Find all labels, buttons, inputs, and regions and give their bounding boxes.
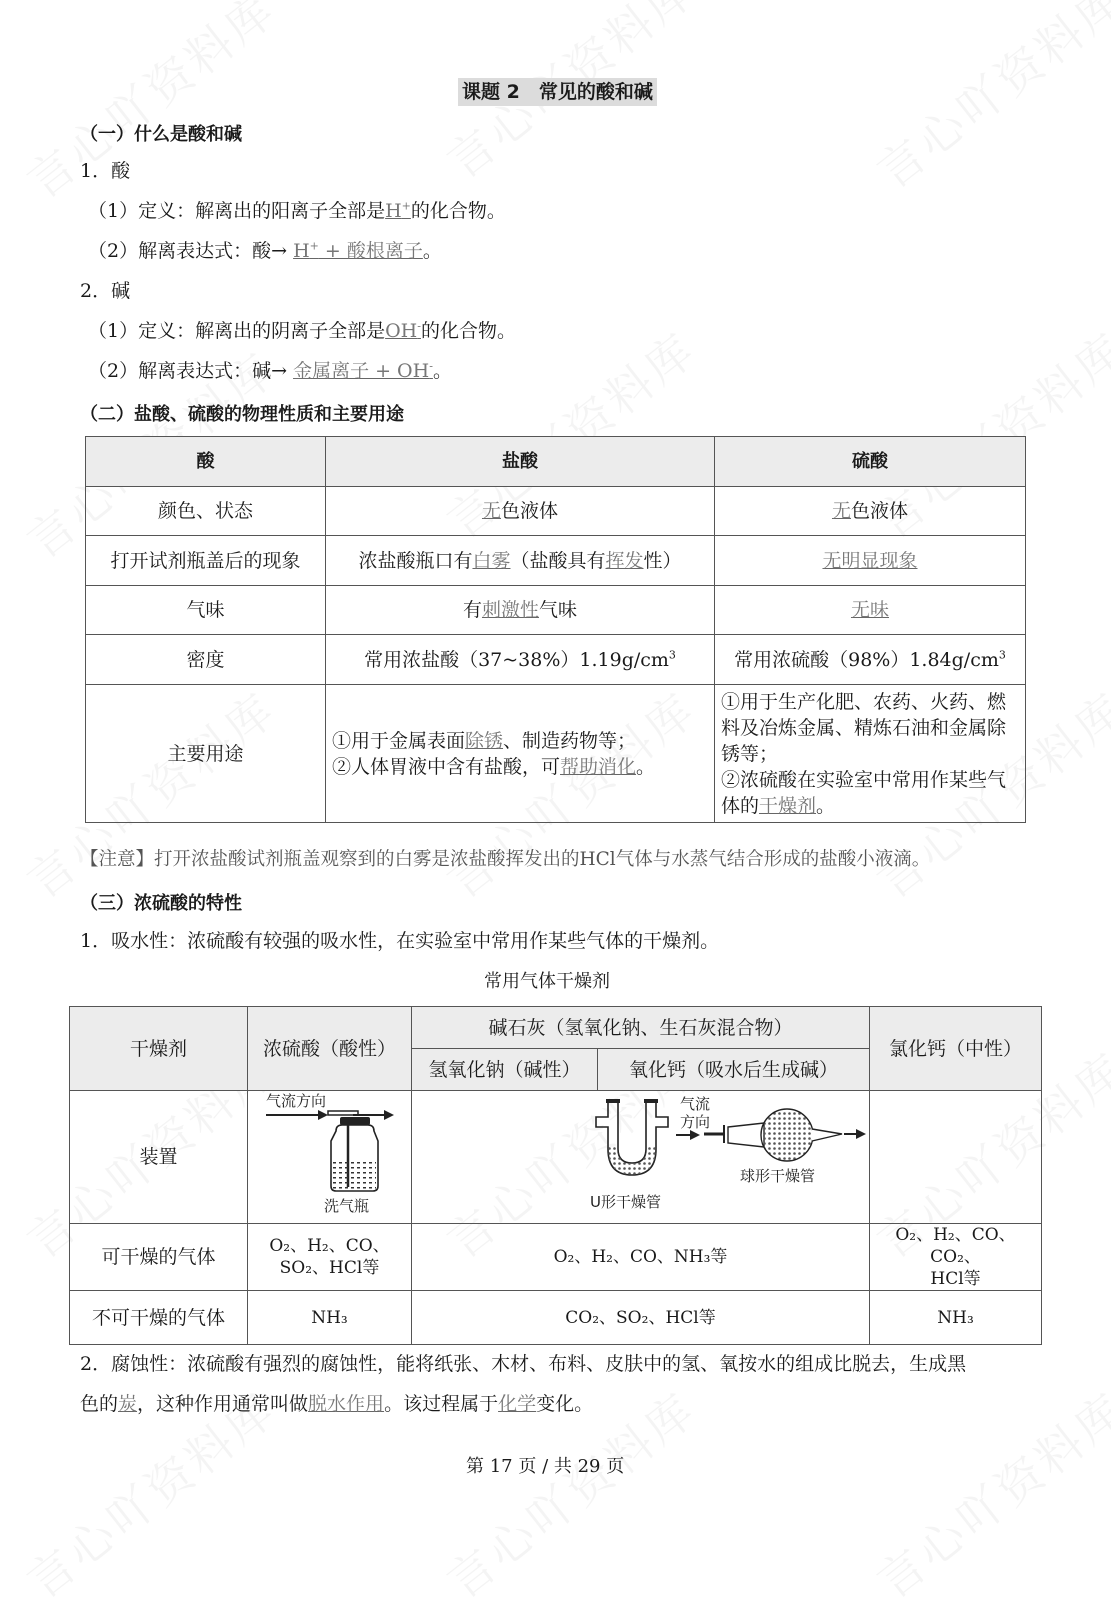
answer: H+ (385, 199, 411, 222)
table-header-row (86, 437, 1026, 487)
header-cell: 酸 (86, 437, 326, 487)
acid-properties-table (85, 436, 1026, 823)
header-cell: 浓硫酸（酸性） (248, 1007, 412, 1091)
cell: CO₂、SO₂、HCl等 (412, 1291, 870, 1345)
answer: OH- (385, 319, 421, 342)
cell: 无味 (715, 586, 1026, 635)
note: 【注意】打开浓盐酸试剂瓶盖观察到的白雾是浓盐酸挥发出的HCl气体与水蒸气结合形成的盐酸小液滴。 (80, 849, 931, 870)
row-label: 密度 (86, 635, 326, 685)
svg-text:洗气瓶: 洗气瓶 (324, 1197, 370, 1215)
header-cell: 氧化钙（吸水后生成碱） (598, 1049, 870, 1091)
cell: ①用于生产化肥、农药、火药、燃料及冶炼金属、精炼石油和金属除锈等； ②浓硫酸在实验室中常用作某些气体的干燥剂。 (715, 685, 1026, 823)
row-label: 气味 (86, 586, 326, 635)
cell: 常用浓盐酸$(37\sim 38\%)1.19g/cm^3$ (326, 635, 715, 685)
table-row (86, 685, 1026, 823)
base-label: 2．碱 (80, 280, 131, 302)
row-label: 装置 (70, 1091, 248, 1224)
header-cell: 硫酸 (715, 437, 1026, 487)
cell: 常用浓硫酸$(98\%)1.84g/cm^3$ (715, 635, 1026, 685)
table-caption: 常用气体干燥剂 (484, 971, 610, 992)
answer: H+ + 酸根离子 (293, 239, 423, 262)
acid-label: 1．酸 (80, 160, 131, 182)
section-heading-1: （一）什么是酸和碱 (80, 124, 242, 145)
svg-text:方向: 方向 (680, 1113, 711, 1131)
cell (870, 1091, 1042, 1224)
section-heading-2: （二）盐酸、硫酸的物理性质和主要用途 (80, 404, 404, 425)
cell: 无色液体 (326, 487, 715, 536)
page-title: 课题 2 常见的酸和碱 (458, 78, 657, 106)
table-row (70, 1224, 1042, 1291)
header-cell: 干燥剂 (70, 1007, 248, 1091)
text: （2）解离表达式：酸→ (88, 240, 294, 262)
watermark (11, 0, 288, 211)
property-water-absorption: 1．吸水性：浓硫酸有较强的吸水性，在实验室中常用作某些气体的干燥剂。 (80, 930, 720, 952)
acid-definition (88, 198, 506, 224)
table-row (70, 1291, 1042, 1345)
base-expression (88, 358, 452, 384)
header-cell: 碱石灰（氢氧化钠、生石灰混合物） (412, 1007, 870, 1049)
cell: ①用于金属表面除锈、制造药物等； ②人体胃液中含有盐酸，可帮助消化。 (326, 685, 715, 823)
watermark (861, 1375, 1111, 1611)
section-heading-3: （三）浓硫酸的特性 (80, 893, 242, 914)
wash-bottle-diagram (248, 1091, 412, 1216)
cell: NH₃ (248, 1291, 412, 1345)
header-cell: 氯化钙（中性） (870, 1007, 1042, 1091)
svg-text:球形干燥管: 球形干燥管 (740, 1167, 816, 1185)
watermark (861, 0, 1111, 201)
table-row (86, 536, 1026, 586)
svg-text:气流: 气流 (680, 1095, 711, 1113)
cell: O₂、H₂、CO、CO₂、 HCl等 (870, 1224, 1042, 1291)
table-row (86, 586, 1026, 635)
text: 。 (432, 360, 452, 382)
cell: 无色液体 (715, 487, 1026, 536)
answer: 金属离子 + OH- (293, 359, 433, 382)
text: 的化合物。 (410, 200, 506, 222)
svg-text:气流方向: 气流方向 (266, 1092, 327, 1110)
row-label: 可干燥的气体 (70, 1224, 248, 1291)
property-corrosiveness-line2: 色的炭，这种作用通常叫做脱水作用。该过程属于化学变化。 (80, 1393, 594, 1415)
table-row (70, 1091, 1042, 1224)
table-row (86, 487, 1026, 536)
text: 。 (422, 240, 442, 262)
header-cell: 氢氧化钠（碱性） (412, 1049, 598, 1091)
row-label: 打开试剂瓶盖后的现象 (86, 536, 326, 586)
drying-tube-cell (412, 1091, 870, 1224)
desiccant-table (69, 1006, 1042, 1345)
cell: O₂、H₂、CO、 SO₂、HCl等 (248, 1224, 412, 1291)
table-header-row (70, 1007, 1042, 1049)
table-row (86, 635, 1026, 685)
drying-tubes-diagram (412, 1091, 870, 1216)
header-cell: 盐酸 (326, 437, 715, 487)
page-footer: 第 17 页 / 共 29 页 (466, 1456, 625, 1477)
cell: O₂、H₂、CO、NH₃等 (412, 1224, 870, 1291)
wash-bottle-cell (248, 1091, 412, 1224)
text: （1）定义：解离出的阳离子全部是 (88, 200, 386, 222)
cell: NH₃ (870, 1291, 1042, 1345)
cell: 浓盐酸瓶口有白雾（盐酸具有挥发性） (326, 536, 715, 586)
cell: 有刺激性气味 (326, 586, 715, 635)
svg-text:U形干燥管: U形干燥管 (590, 1193, 661, 1211)
text: （2）解离表达式：碱→ (88, 360, 294, 382)
cell: 无明显现象 (715, 536, 1026, 586)
row-label: 颜色、状态 (86, 487, 326, 536)
row-label: 主要用途 (86, 685, 326, 823)
row-label: 不可干燥的气体 (70, 1291, 248, 1345)
text: 的化合物。 (420, 320, 516, 342)
acid-expression (88, 238, 442, 264)
text: （1）定义：解离出的阴离子全部是 (88, 320, 386, 342)
base-definition (88, 318, 516, 344)
property-corrosiveness-line1: 2．腐蚀性：浓硫酸有强烈的腐蚀性，能将纸张、木材、布料、皮肤中的氢、氧按水的组成比脱去，生成黑 (80, 1353, 967, 1375)
